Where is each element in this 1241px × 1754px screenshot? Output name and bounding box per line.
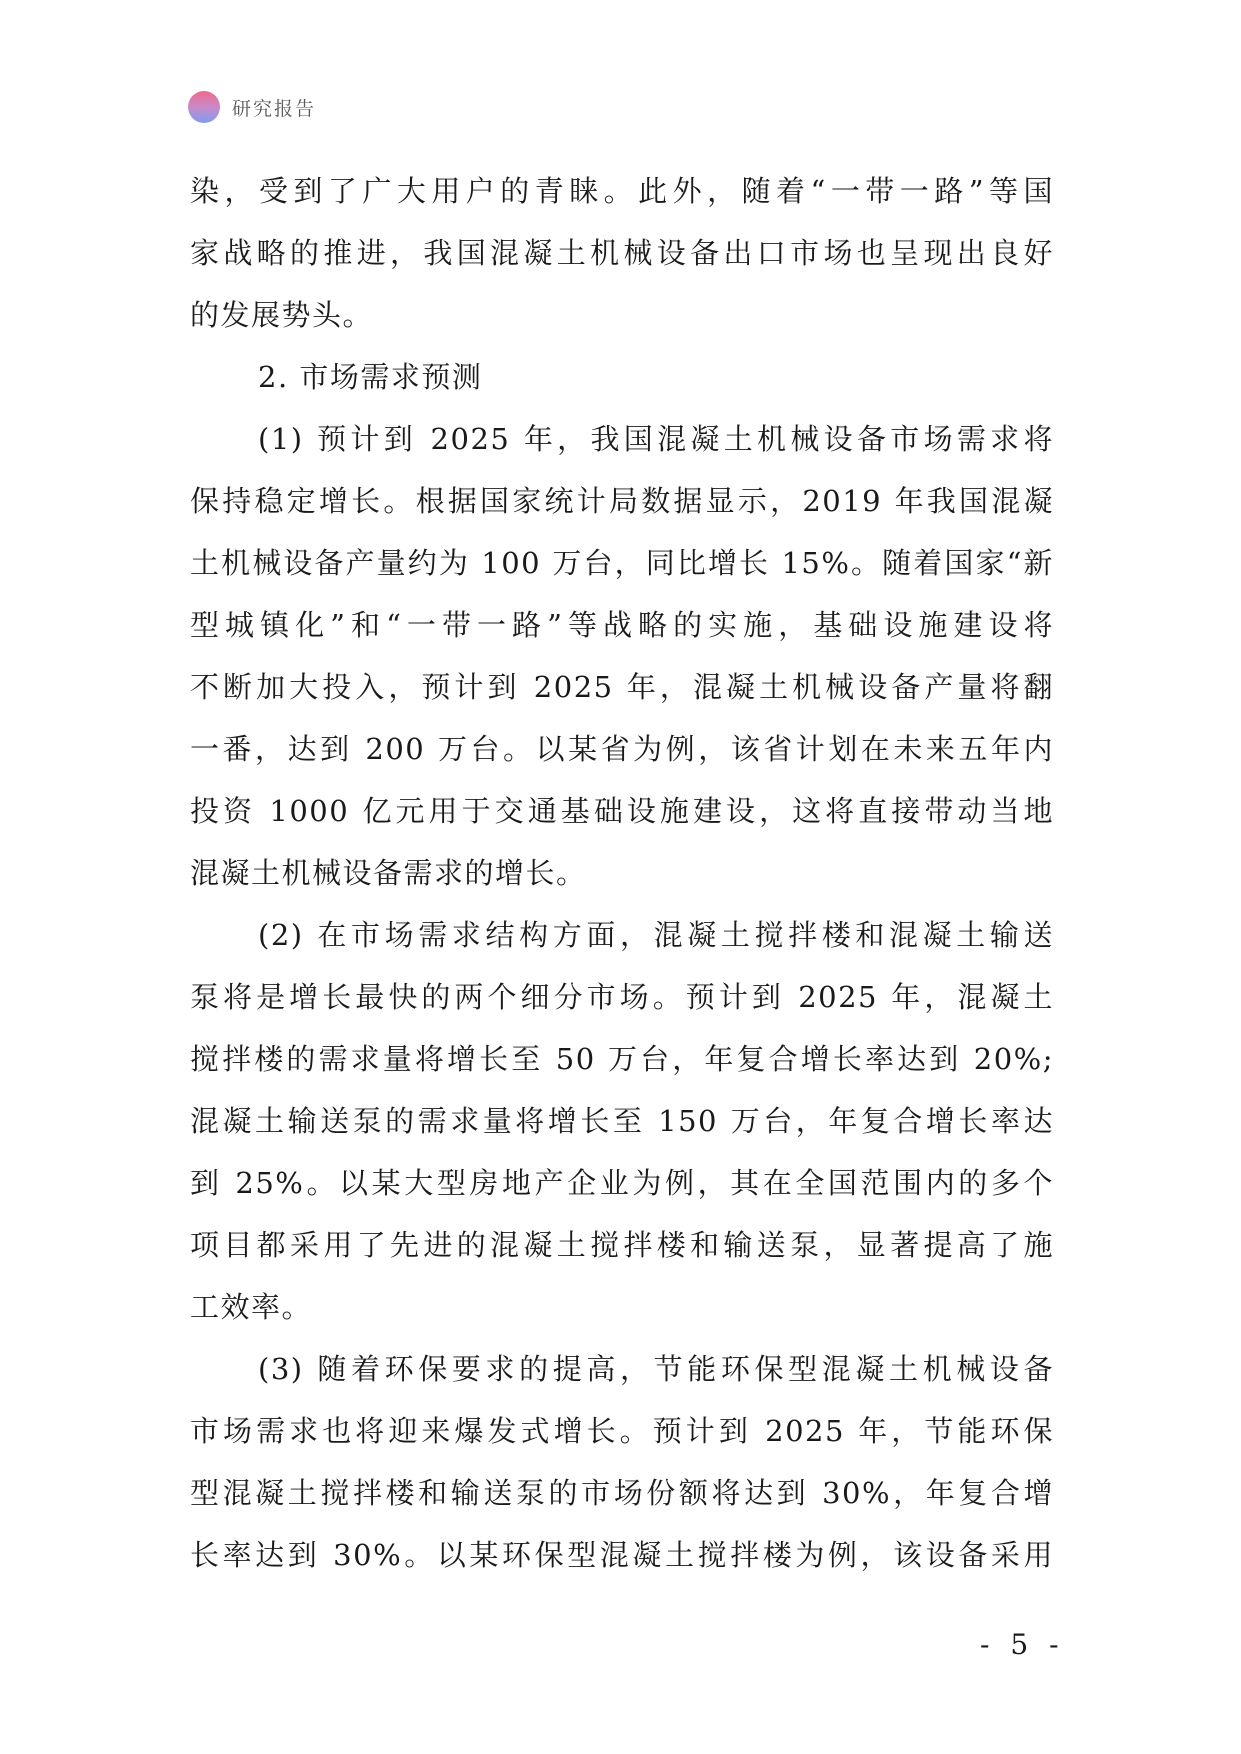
text-line: 的发展势头。	[190, 298, 374, 332]
text-line: 泵将是增长最快的两个细分市场。预计到 2025 年，混凝土	[190, 980, 1054, 1014]
text-line: 家战略的推进，我国混凝土机械设备出口市场也呈现出良好	[190, 236, 1054, 270]
text-line: 一番，达到 200 万台。以某省为例，该省计划在未来五年内	[190, 732, 1054, 766]
text-line: (3) 随着环保要求的提高，节能环保型混凝土机械设备	[258, 1352, 1054, 1386]
text-line: 染，受到了广大用户的青睐。此外，随着“一带一路”等国	[190, 174, 1054, 208]
page-number: - 5 -	[980, 1628, 1065, 1661]
logo-circle-icon	[188, 91, 220, 123]
text-line: 工效率。	[190, 1290, 313, 1324]
text-line: 型城镇化”和“一带一路”等战略的实施，基础设施建设将	[190, 608, 1054, 642]
text-line: 长率达到 30%。以某环保型混凝土搅拌楼为例，该设备采用	[190, 1538, 1054, 1572]
text-line: 到 25%。以某大型房地产企业为例，其在全国范围内的多个	[190, 1166, 1054, 1200]
text-line: 保持稳定增长。根据国家统计局数据显示，2019 年我国混凝	[190, 484, 1054, 518]
text-line: 搅拌楼的需求量将增长至 50 万台，年复合增长率达到 20%;	[190, 1042, 1054, 1076]
text-line: 不断加大投入，预计到 2025 年，混凝土机械设备产量将翻	[190, 670, 1054, 704]
text-line: (1) 预计到 2025 年，我国混凝土机械设备市场需求将	[258, 422, 1054, 456]
body-text	[190, 160, 1054, 1586]
header-title: 研究报告	[232, 97, 317, 120]
text-line: 混凝土机械设备需求的增长。	[190, 856, 587, 890]
text-line: 项目都采用了先进的混凝土搅拌楼和输送泵，显著提高了施	[190, 1228, 1054, 1262]
text-line: 混凝土输送泵的需求量将增长至 150 万台，年复合增长率达	[190, 1104, 1054, 1138]
text-line: 市场需求也将迎来爆发式增长。预计到 2025 年，节能环保	[190, 1414, 1054, 1448]
text-line: 投资 1000 亿元用于交通基础设施建设，这将直接带动当地	[190, 794, 1054, 828]
text-line: 型混凝土搅拌楼和输送泵的市场份额将达到 30%，年复合增	[190, 1476, 1054, 1510]
text-line: (2) 在市场需求结构方面，混凝土搅拌楼和混凝土输送	[258, 918, 1054, 952]
section-heading: 2. 市场需求预测	[258, 360, 483, 394]
text-line: 土机械设备产量约为 100 万台，同比增长 15%。随着国家“新	[190, 546, 1054, 580]
page-header	[188, 90, 316, 124]
